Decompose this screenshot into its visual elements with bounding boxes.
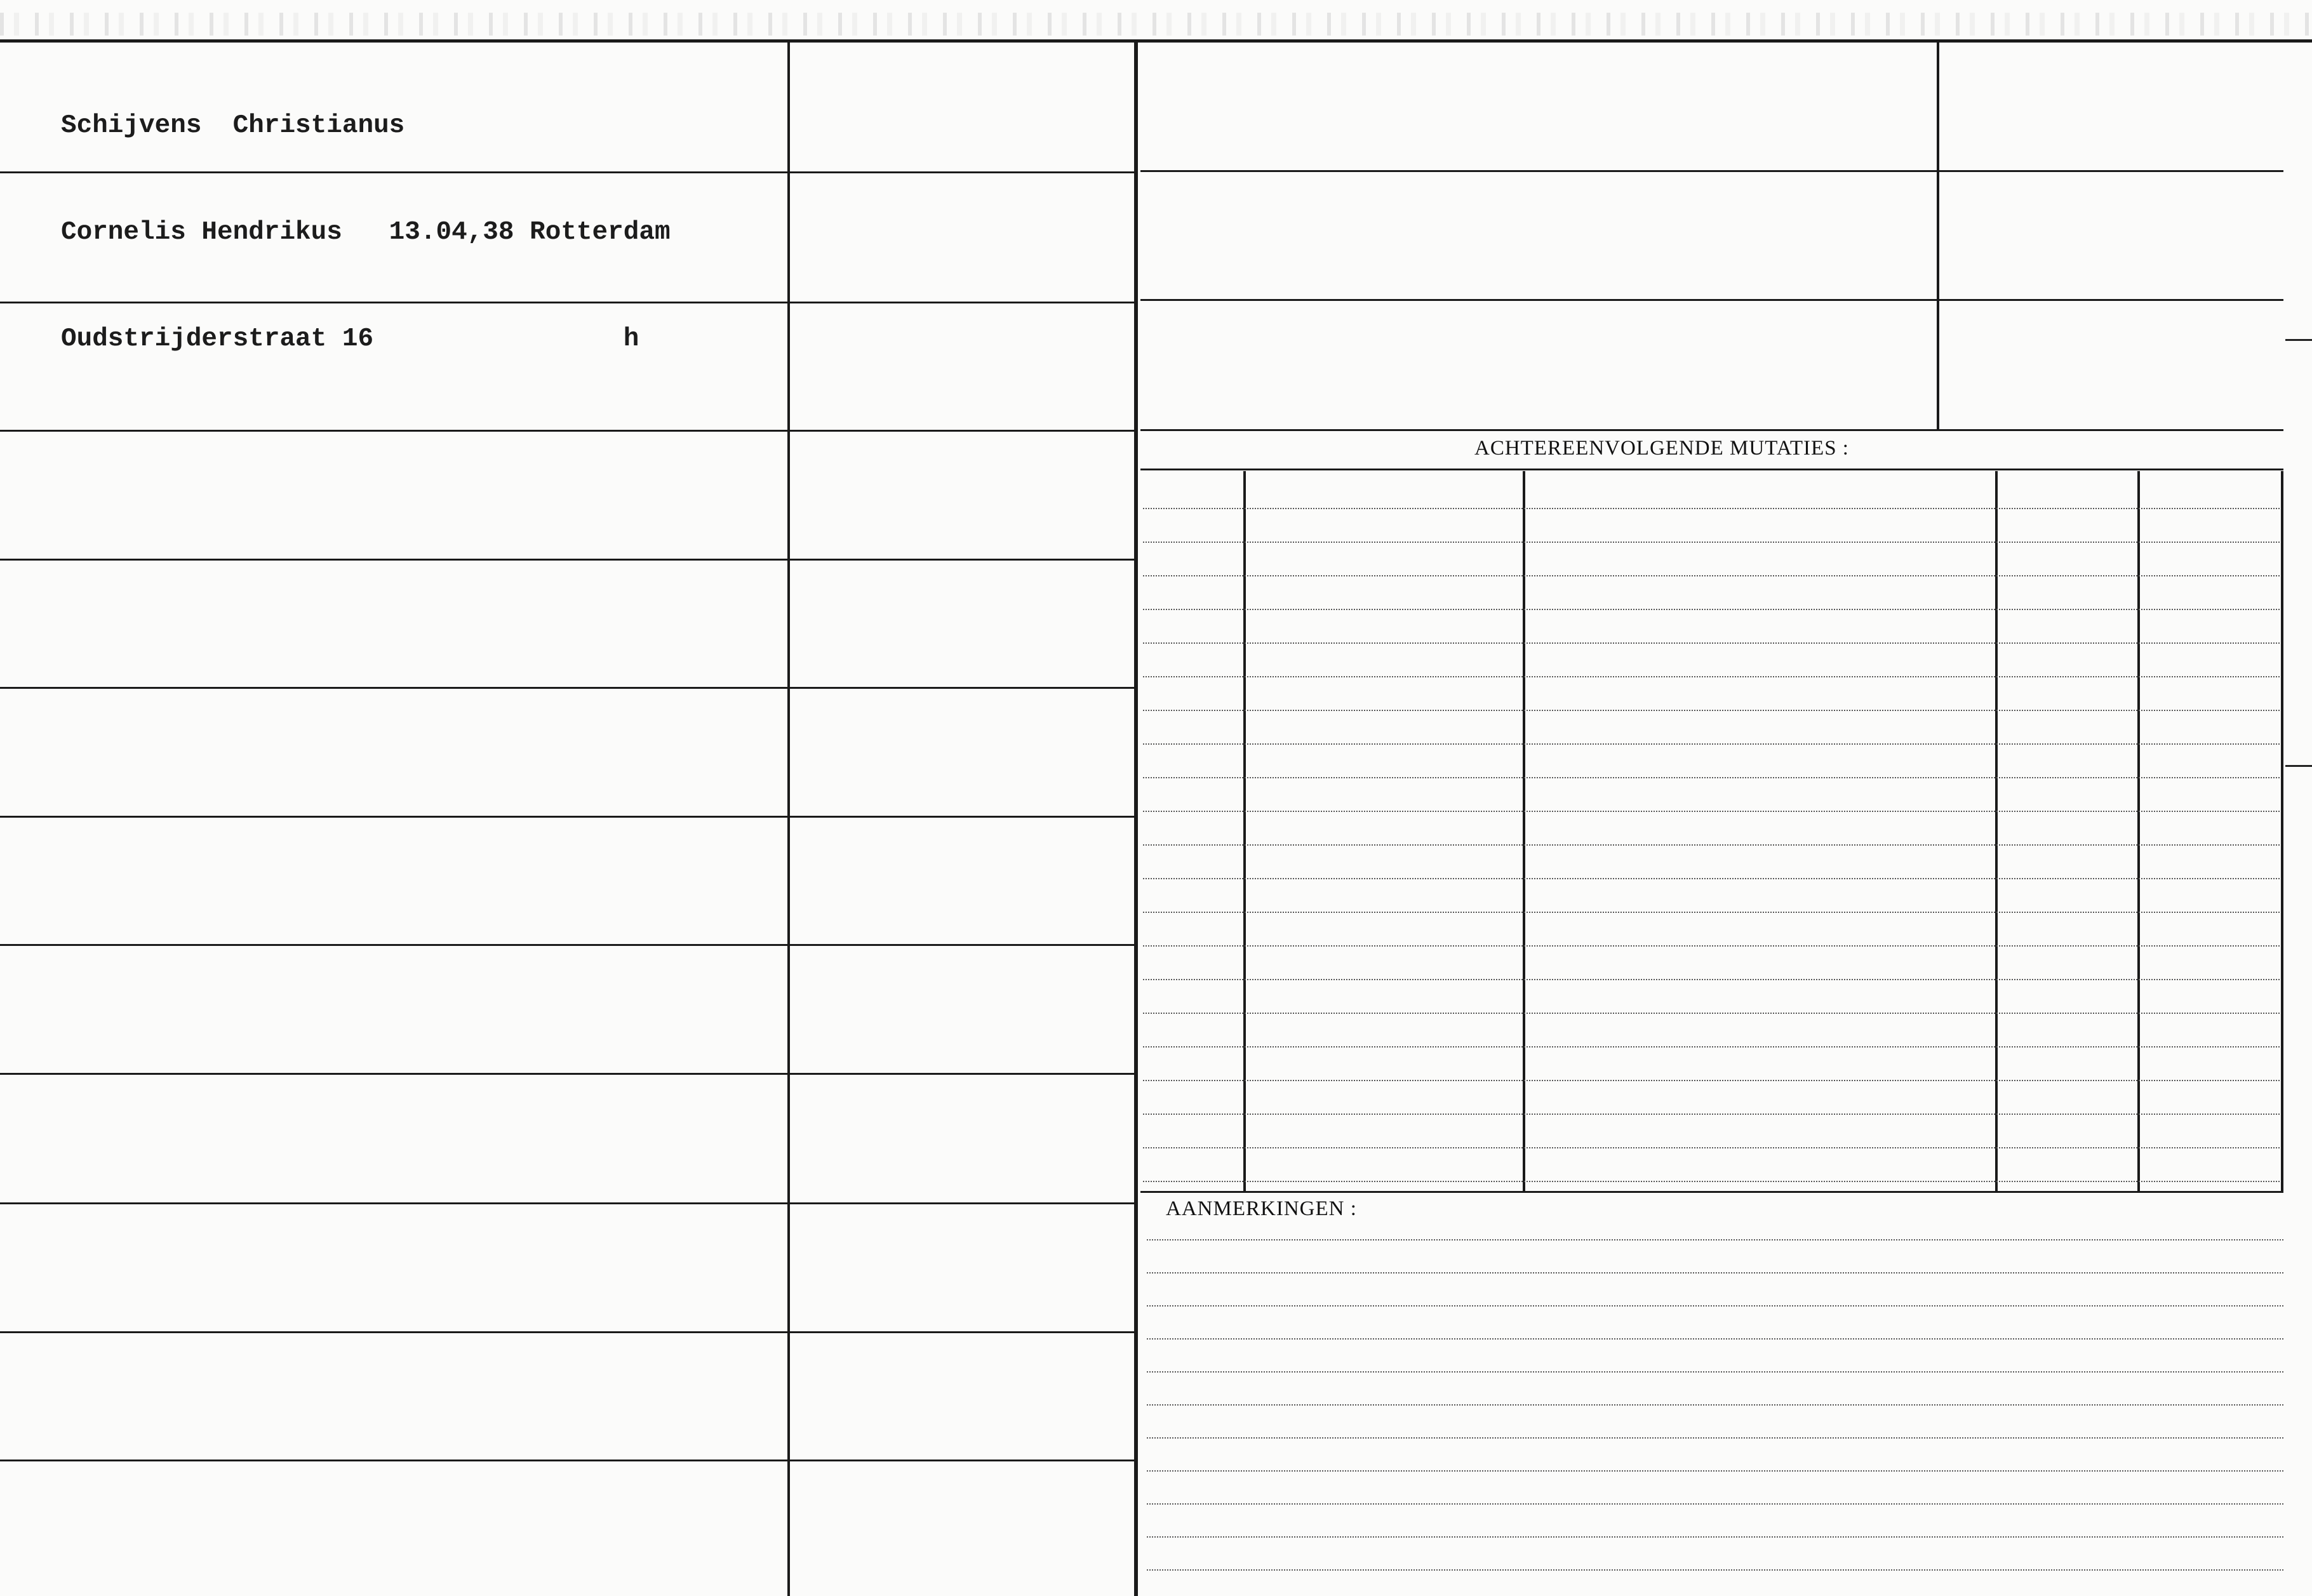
typed-line-name: Schijvens Christianus [61,111,405,140]
remarks-ruled-line [1147,1239,2283,1240]
mutation-ruled-line [1143,542,2280,543]
left-row-line [0,559,1134,561]
mutation-ruled-line [1143,1013,2280,1014]
mutation-ruled-line [1143,676,2280,677]
mutation-ruled-line [1143,878,2280,879]
left-row-line [0,430,1134,432]
right-upper-row-line [1140,299,2283,301]
mutation-ruled-line [1143,1147,2280,1148]
left-row-line [0,816,1134,818]
typed-entry [61,37,671,428]
left-row-line [0,1460,1134,1461]
left-row-line [0,1331,1134,1333]
left-grid-right-border [1134,42,1138,1596]
left-grid-divider [787,42,790,1596]
mutation-ruled-line [1143,609,2280,610]
mutations-right-border [2281,471,2283,1192]
left-row-line [0,944,1134,946]
mutation-ruled-line [1143,1080,2280,1081]
mutation-ruled-line [1143,642,2280,644]
mutation-ruled-line [1143,1046,2280,1047]
edge-tick-mark [2285,765,2312,767]
mutation-ruled-line [1143,1181,2280,1182]
right-upper-row-line [1140,170,2283,172]
remarks-ruled-line [1147,1503,2283,1505]
remarks-ruled-line [1147,1404,2283,1406]
remarks-ruled-line [1147,1272,2283,1273]
remarks-ruled-line [1147,1338,2283,1340]
mutations-col-line [2137,471,2140,1192]
edge-tick-mark [2285,339,2312,341]
mutations-title: ACHTEREENVOLGENDE MUTATIES : [1474,437,1849,460]
remarks-ruled-line [1147,1536,2283,1538]
remarks-ruled-line [1147,1305,2283,1307]
mutations-col-line [1995,471,1998,1192]
mutation-ruled-line [1143,508,2280,509]
mutation-ruled-line [1143,844,2280,846]
mutation-ruled-line [1143,912,2280,913]
mutations-header-line [1140,469,2283,470]
mutation-ruled-line [1143,945,2280,947]
remarks-ruled-line [1147,1569,2283,1571]
typed-line-address: Oudstrijderstraat 16 h [61,324,639,354]
left-row-line [0,302,1134,303]
left-row-line [0,1073,1134,1075]
typed-line-given-names-birth: Cornelis Hendrikus 13.04,38 Rotterdam [61,218,671,247]
mutations-col-line [1243,471,1246,1192]
remarks-ruled-line [1147,1437,2283,1439]
remarks-ruled-line [1147,1371,2283,1373]
left-row-line [0,1202,1134,1204]
mutations-col-line [1523,471,1525,1192]
mutation-ruled-line [1143,710,2280,711]
mutation-ruled-line [1143,575,2280,576]
left-row-line [0,171,1134,173]
remarks-title: AANMERKINGEN : [1166,1197,1357,1220]
mutation-ruled-line [1143,1114,2280,1115]
mutation-ruled-line [1143,811,2280,812]
remarks-ruled-line [1147,1470,2283,1472]
left-row-line [0,687,1134,689]
mutations-bottom-line [1140,1191,2283,1193]
mutation-ruled-line [1143,777,2280,778]
scan-noise-strip [0,13,2312,36]
mutation-ruled-line [1143,979,2280,980]
mutation-ruled-line [1143,743,2280,745]
right-upper-bottom-line [1140,429,2283,431]
right-upper-divider [1937,42,1939,429]
